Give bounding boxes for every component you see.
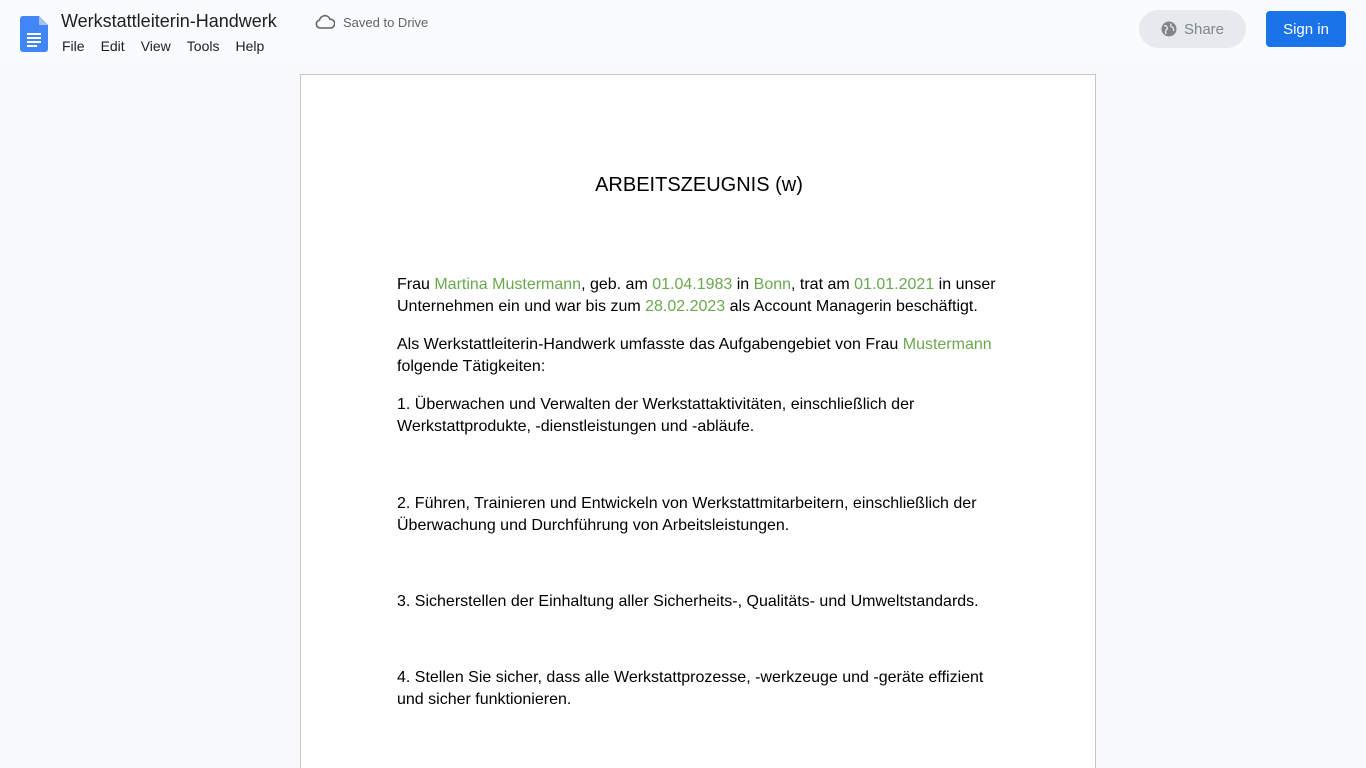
menu-file[interactable]: File xyxy=(62,38,85,54)
intro-text-3: in xyxy=(732,276,754,293)
start-date: 01.01.2021 xyxy=(854,276,935,293)
intro-text-2: , geb. am xyxy=(581,276,653,293)
employee-surname: Mustermann xyxy=(902,336,992,353)
task-item-4: 4. Stellen Sie sicher, dass alle Werkstattprozesse, -werkzeuge und -geräte effizient und sicher funktionieren. xyxy=(397,669,984,708)
menu-edit[interactable]: Edit xyxy=(100,38,125,54)
top-bar xyxy=(0,0,1366,64)
menu-tools[interactable]: Tools xyxy=(186,38,220,54)
task-item-2: 2. Führen, Trainieren und Entwickeln von Werkstattmitarbeitern, einschließlich der Überwachung und Durchführung von Arbeitsleistungen. xyxy=(397,495,977,534)
end-date: 28.02.2023 xyxy=(645,298,726,315)
sign-in-button[interactable]: Sign in xyxy=(1266,11,1346,47)
role-text-2: folgende Tätigkeiten: xyxy=(397,358,546,375)
intro-text-4: , trat am xyxy=(791,276,855,293)
task-item-3: 3. Sicherstellen der Einhaltung aller Sicherheits-, Qualitäts- und Umweltstandards. xyxy=(397,593,979,610)
docs-logo-icon[interactable] xyxy=(20,16,48,52)
intro-text-1: Frau xyxy=(397,276,435,293)
paragraph-intro xyxy=(397,274,1001,318)
paragraph-role xyxy=(397,334,1001,378)
birth-city: Bonn xyxy=(753,276,792,293)
role-text-1: Als Werkstattleiterin-Handwerk umfasste das Aufgabengebiet von Frau xyxy=(397,336,903,353)
menu-view[interactable]: View xyxy=(140,38,171,54)
share-button[interactable] xyxy=(1139,10,1246,48)
save-status-label: Saved to Drive xyxy=(343,14,429,30)
cloud-done-icon xyxy=(315,14,335,30)
menu-help[interactable]: Help xyxy=(235,38,265,54)
task-item-1: 1. Überwachen und Verwalten der Werkstattaktivitäten, einschließlich der Werkstattprodukte, -dienstleistungen und -abläufe. xyxy=(397,396,915,435)
save-status xyxy=(315,14,428,30)
birth-date: 01.04.1983 xyxy=(652,276,733,293)
intro-text-5: in unser Unternehmen ein und war bis zum xyxy=(397,276,996,315)
menu-bar xyxy=(54,36,272,56)
document-title[interactable]: Werkstattleiterin-Handwerk xyxy=(61,11,277,31)
document-page[interactable] xyxy=(300,74,1096,768)
share-label: Share xyxy=(1183,20,1225,38)
globe-icon xyxy=(1161,21,1177,37)
employee-name: Martina Mustermann xyxy=(434,276,582,293)
document-heading: ARBEITSZEUGNIS (w) xyxy=(595,174,803,196)
intro-text-6: als Account Managerin beschäftigt. xyxy=(725,298,978,315)
